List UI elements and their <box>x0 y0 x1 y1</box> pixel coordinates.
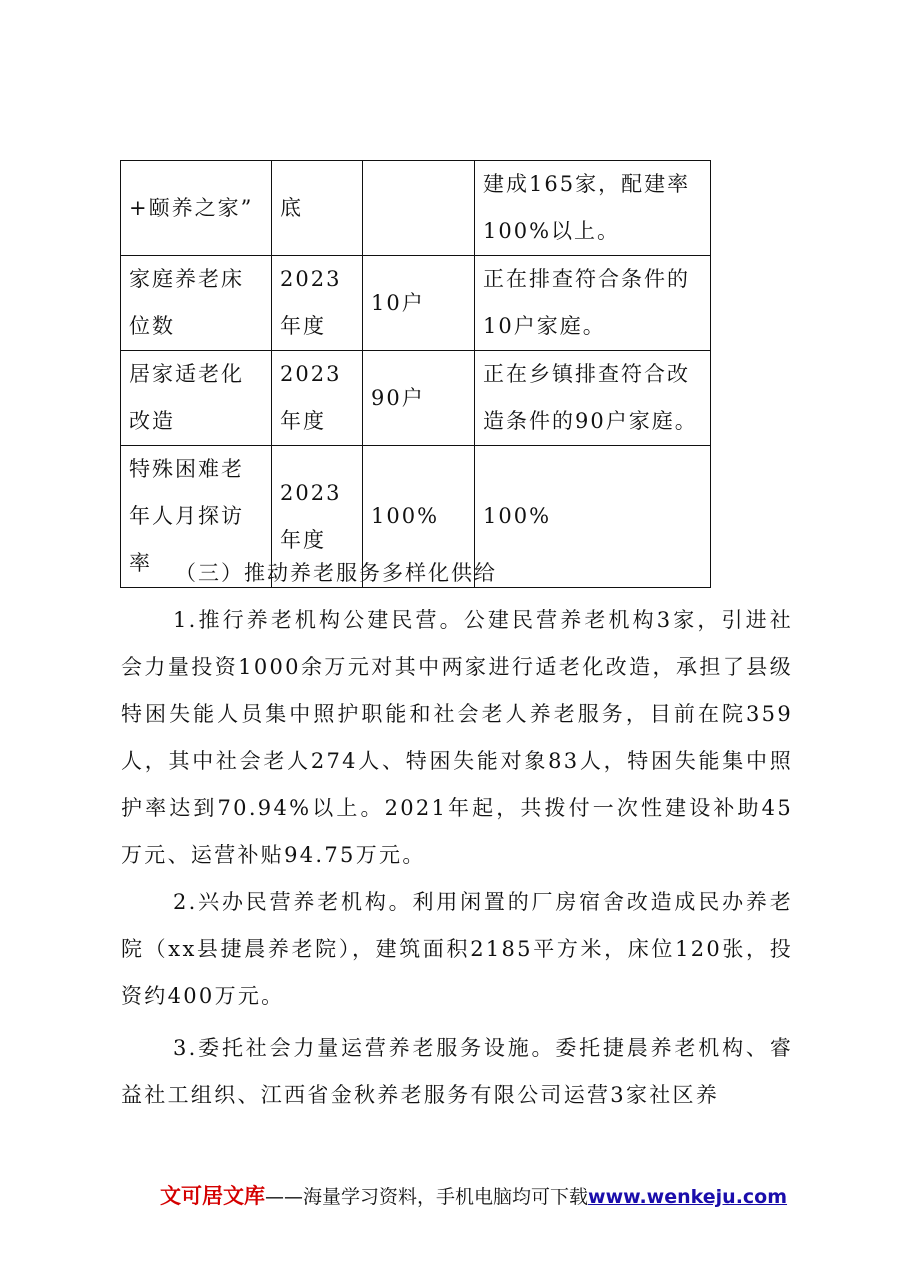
footer-description: ——海量学习资料，手机电脑均可下载 <box>265 1186 589 1208</box>
table-row <box>121 161 711 256</box>
table-cell <box>363 161 475 256</box>
paragraph: 2.兴办民营养老机构。利用闲置的厂房宿舍改造成民办养老院（xx县捷晨养老院），建筑面积2185平方米，床位120张，投资约400万元。 <box>121 890 793 1008</box>
table-cell: 家庭养老床位数 <box>121 256 272 351</box>
table-row <box>121 351 711 446</box>
table-cell: 100% <box>475 446 711 588</box>
footer-link[interactable]: www.wenkeju.com <box>588 1186 788 1208</box>
table-cell: 建成165家，配建率100%以上。 <box>475 161 711 256</box>
table-cell: +颐养之家” <box>121 161 272 256</box>
section-heading: （三）推动养老服务多样化供给 <box>175 561 497 585</box>
table-row <box>121 256 711 351</box>
footer-banner <box>160 1180 787 1210</box>
table-cell: 10户 <box>363 256 475 351</box>
table-cell: 底 <box>272 161 363 256</box>
table-cell: 2023 年度 <box>272 256 363 351</box>
table-cell: 2023 年度 <box>272 351 363 446</box>
table-cell: 特殊困难老年人月探访率 <box>121 446 272 588</box>
table-cell: 2023 年度 <box>272 446 363 588</box>
table-cell: 居家适老化改造 <box>121 351 272 446</box>
table-cell: 正在排查符合条件的10户家庭。 <box>475 256 711 351</box>
paragraph: 1.推行养老机构公建民营。公建民营养老机构3家，引进社会力量投资1000余万元对其中两家进行适老化改造，承担了县级特困失能人员集中照护职能和社会老人养老服务，目前在院359人，其中社会老人274人、特困失能对象83人，特困失能集中照护率达到70.94%以上。2021年起，共拨付一次性建设补助45万元、运营补贴94.75万元。 <box>121 608 793 867</box>
table-cell: 90户 <box>363 351 475 446</box>
paragraph: 3.委托社会力量运营养老服务设施。委托捷晨养老机构、睿益社工组织、江西省金秋养老服务有限公司运营3家社区养 <box>121 1036 793 1107</box>
footer-brand: 文可居文库 <box>160 1184 265 1208</box>
paragraph-2-container <box>121 879 793 1020</box>
table-cell: 100% <box>363 446 475 588</box>
table-cell: 正在乡镇排查符合改造条件的90户家庭。 <box>475 351 711 446</box>
paragraph-3-container <box>121 1025 793 1119</box>
data-table <box>120 160 711 588</box>
paragraph-1-container <box>121 597 793 879</box>
